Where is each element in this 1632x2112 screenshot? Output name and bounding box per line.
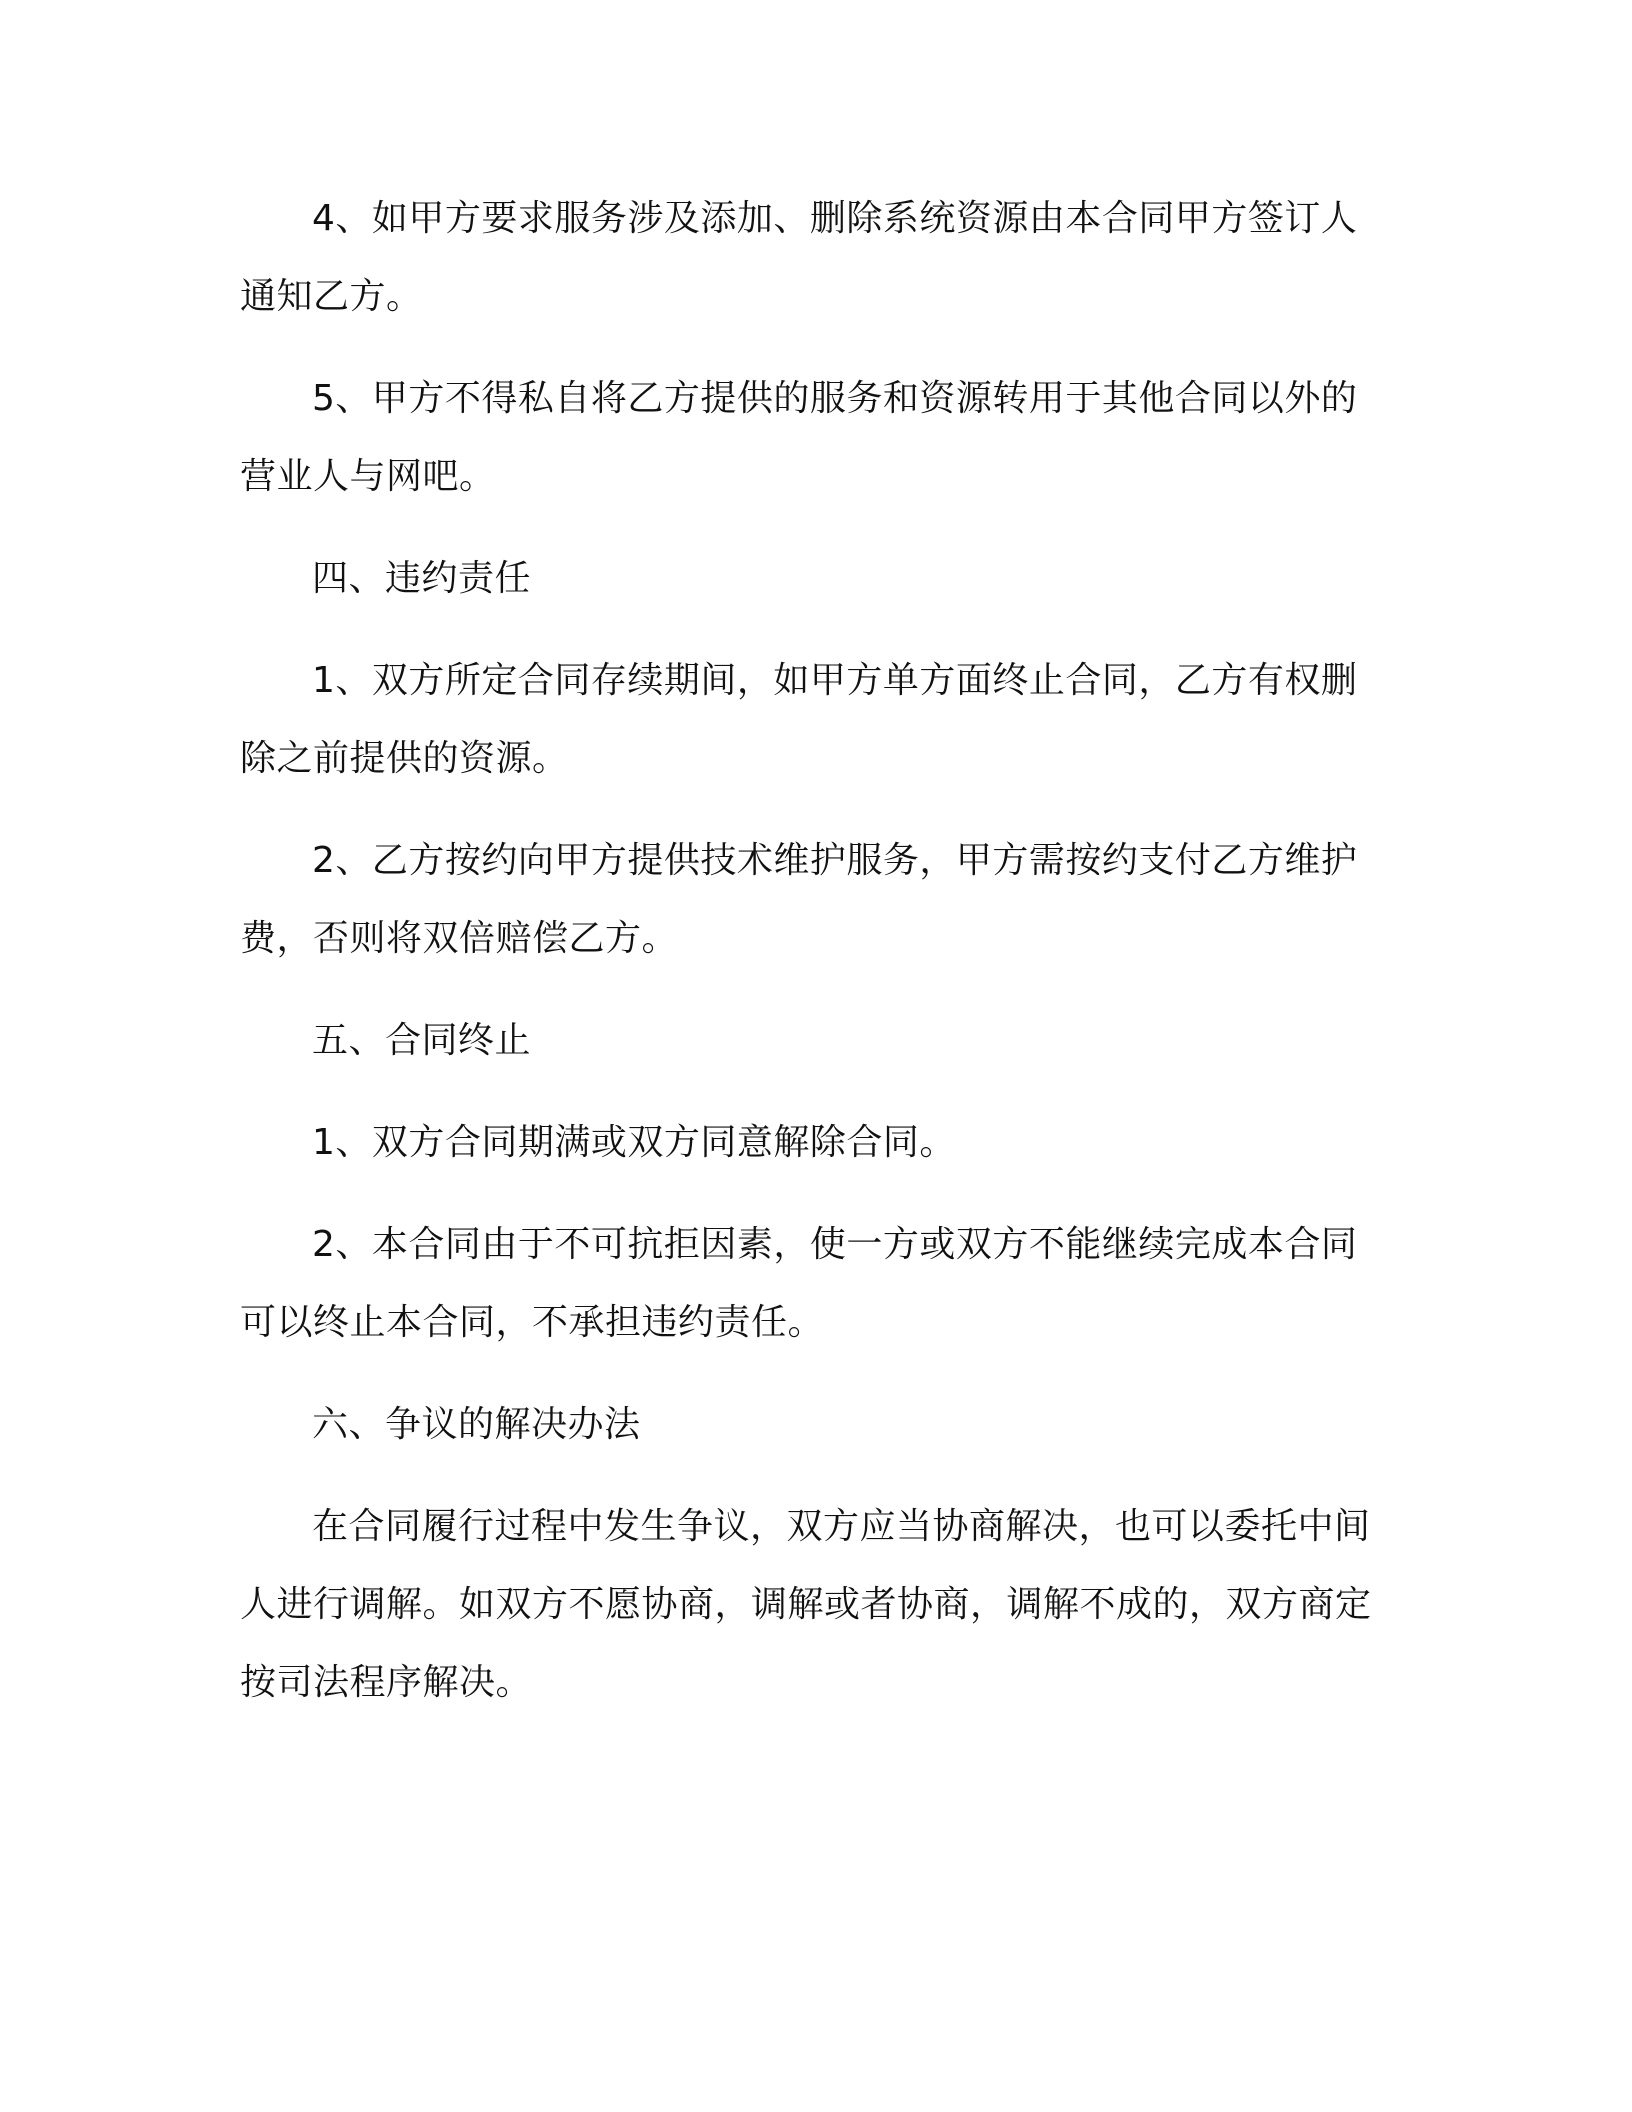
section-heading-dispute-resolution: 六、争议的解决办法 (312, 1404, 641, 1445)
clause-4-notify-party-b: 4、如甲方要求服务涉及添加、删除系统资源由本合同甲方签订人通知乙方。 (240, 198, 1358, 317)
document-body (240, 180, 1380, 1746)
termination-clause-1: 1、双方合同期满或双方同意解除合同。 (312, 1122, 956, 1163)
termination-clause-2: 2、本合同由于不可抗拒因素，使一方或双方不能继续完成本合同可以终止本合同，不承担违约责任。 (240, 1224, 1358, 1343)
clause-5-no-transfer: 5、甲方不得私自将乙方提供的服务和资源转用于其他合同以外的营业人与网吧。 (240, 378, 1358, 497)
section-heading-breach-liability: 四、违约责任 (312, 558, 532, 599)
breach-clause-1: 1、双方所定合同存续期间，如甲方单方面终止合同，乙方有权删除之前提供的资源。 (240, 660, 1358, 779)
section-heading-contract-termination: 五、合同终止 (312, 1020, 532, 1061)
breach-clause-2: 2、乙方按约向甲方提供技术维护服务，甲方需按约支付乙方维护费，否则将双倍赔偿乙方。 (240, 840, 1358, 959)
dispute-resolution-paragraph: 在合同履行过程中发生争议，双方应当协商解决，也可以委托中间人进行调解。如双方不愿协商，调解或者协商，调解不成的，双方商定按司法程序解决。 (240, 1506, 1372, 1703)
